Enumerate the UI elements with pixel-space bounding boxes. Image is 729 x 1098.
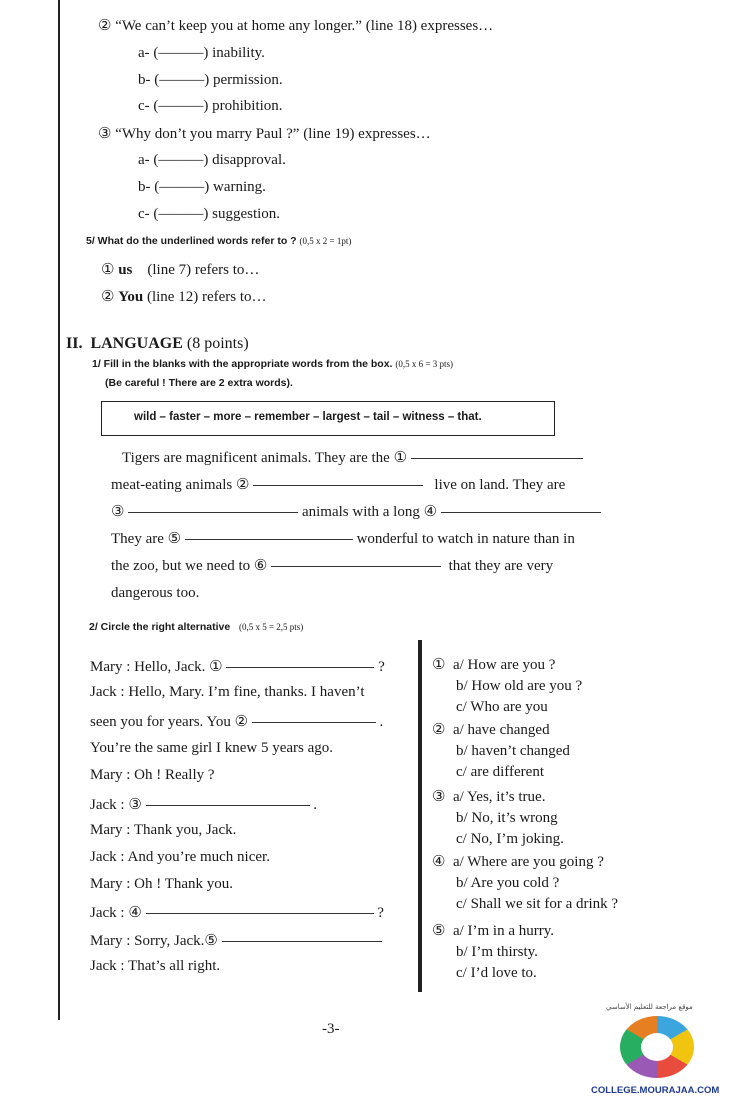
question-3-option-a: a- (———) disapproval.	[138, 152, 286, 168]
dialogue-line-5: Mary : Oh ! Really ?	[90, 767, 215, 783]
dialogue-line-10: Jack : ④ ?	[90, 905, 384, 921]
paragraph-line-6: dangerous too.	[111, 585, 200, 601]
question-2-prompt: ② “We can’t keep you at home any longer.” (line 18) expresses…	[98, 18, 494, 34]
left-margin-line	[58, 0, 60, 1020]
paragraph-line-1: Tigers are magnificent animals. They are the ①	[122, 448, 583, 467]
alternatives-2: ② a/ have changed b/ haven’t changed c/ are different	[432, 722, 570, 780]
paragraph-line-3: ③ animals with a long ④	[111, 502, 601, 521]
option-3c[interactable]: c/ No, I’m joking.	[456, 831, 564, 847]
dialogue-line-11: Mary : Sorry, Jack.⑤	[90, 931, 382, 950]
option-1c[interactable]: c/ Who are you	[456, 699, 548, 715]
option-5a[interactable]: a/ I’m in a hurry.	[452, 923, 555, 939]
paragraph-line-4: They are ⑤ wonderful to watch in nature than in	[111, 531, 575, 547]
blank-3[interactable]	[128, 512, 298, 513]
dialogue-blank-4[interactable]	[146, 913, 374, 914]
dialogue-blank-1[interactable]	[226, 667, 374, 668]
option-5b[interactable]: b/ I’m thirsty.	[456, 944, 538, 960]
dialogue-blank-3[interactable]	[146, 805, 310, 806]
dialogue-line-6: Jack : ③ .	[90, 797, 318, 813]
exercise-2-points: (0,5 x 5 = 2,5 pts)	[238, 622, 304, 632]
exercise-1-title: 1/ Fill in the blanks with the appropriate words from the box. (0,5 x 6 = 3 pts)	[92, 358, 453, 370]
blank-5[interactable]	[185, 539, 353, 540]
option-4c[interactable]: c/ Shall we sit for a drink ?	[456, 896, 619, 912]
site-url[interactable]: COLLEGE.MOURAJAA.COM	[591, 1085, 720, 1096]
option-1b[interactable]: b/ How old are you ?	[456, 678, 583, 694]
site-logo-text: موقع مراجعة للتعليم الأساسي	[606, 1003, 693, 1011]
question-5-item-1: ① us (line 7) refers to…	[101, 262, 260, 278]
site-logo-center	[641, 1033, 673, 1061]
option-1a[interactable]: a/ How are you ?	[452, 657, 556, 673]
word-box-text: wild – faster – more – remember – largest – tail – witness – that.	[134, 411, 482, 423]
question-3-option-c: c- (———) suggestion.	[138, 206, 281, 222]
blank-6[interactable]	[271, 566, 441, 567]
dialogue-line-1: Mary : Hello, Jack. ① ?	[90, 659, 385, 675]
dialogue-line-8: Jack : And you’re much nicer.	[90, 849, 270, 865]
dialogue-line-4: You’re the same girl I knew 5 years ago.	[90, 740, 333, 756]
option-3a[interactable]: a/ Yes, it’s true.	[452, 789, 546, 805]
paragraph-line-5: the zoo, but we need to ⑥ that they are very	[111, 558, 554, 574]
section-heading: II. LANGUAGE (8 points)	[66, 335, 249, 352]
page-number: -3-	[322, 1021, 340, 1037]
blank-4[interactable]	[441, 512, 601, 513]
option-2c[interactable]: c/ are different	[456, 764, 545, 780]
dialogue-line-9: Mary : Oh ! Thank you.	[90, 876, 234, 892]
option-4b[interactable]: b/ Are you cold ?	[456, 875, 560, 891]
alternatives-5: ⑤ a/ I’m in a hurry. b/ I’m thirsty. c/ I’d love to.	[432, 923, 555, 981]
exercise-1-points: (0,5 x 6 = 3 pts)	[395, 359, 453, 369]
question-2-option-a: a- (———) inability.	[138, 45, 265, 61]
question-2-option-c: c- (———) prohibition.	[138, 98, 283, 114]
dialogue-line-2: Jack : Hello, Mary. I’m fine, thanks. I haven’t	[90, 684, 365, 700]
question-5-title: 5/ What do the underlined words refer to ? (0,5 x 2 = 1pt)	[86, 235, 352, 247]
option-2a[interactable]: a/ have changed	[452, 722, 550, 738]
dialogue-blank-2[interactable]	[252, 722, 376, 723]
dialogue-line-7: Mary : Thank you, Jack.	[90, 822, 237, 838]
question-5-points: (0,5 x 2 = 1pt)	[299, 236, 352, 246]
question-2-option-b: b- (———) permission.	[138, 72, 283, 88]
exercise-2-title: 2/ Circle the right alternative (0,5 x 5 = 2,5 pts)	[89, 621, 304, 633]
dialogue-line-12: Jack : That’s all right.	[90, 958, 221, 974]
blank-1[interactable]	[411, 458, 583, 459]
question-3-option-b: b- (———) warning.	[138, 179, 266, 195]
dialogue-line-3: seen you for years. You ② .	[90, 714, 384, 730]
option-3b[interactable]: b/ No, it’s wrong	[456, 810, 558, 826]
alternatives-3: ③ a/ Yes, it’s true. b/ No, it’s wrong c/ No, I’m joking.	[432, 789, 564, 847]
dialogue-blank-5[interactable]	[222, 941, 382, 942]
exercise-1-note: (Be careful ! There are 2 extra words).	[105, 377, 293, 389]
question-3-prompt: ③ “Why don’t you marry Paul ?” (line 19) expresses…	[98, 126, 431, 142]
alternatives-1: ① a/ How are you ? b/ How old are you ? c/ Who are you	[432, 657, 583, 715]
blank-2[interactable]	[253, 485, 423, 486]
option-5c[interactable]: c/ I’d love to.	[456, 965, 537, 981]
option-2b[interactable]: b/ haven’t changed	[456, 743, 570, 759]
question-5-item-2: ② You (line 12) refers to…	[101, 289, 267, 305]
option-4a[interactable]: a/ Where are you going ?	[452, 854, 604, 870]
alternatives-4: ④ a/ Where are you going ? b/ Are you cold ? c/ Shall we sit for a drink ?	[432, 854, 619, 912]
column-divider	[418, 640, 422, 992]
paragraph-line-2: meat-eating animals ② live on land. They are	[111, 477, 566, 493]
